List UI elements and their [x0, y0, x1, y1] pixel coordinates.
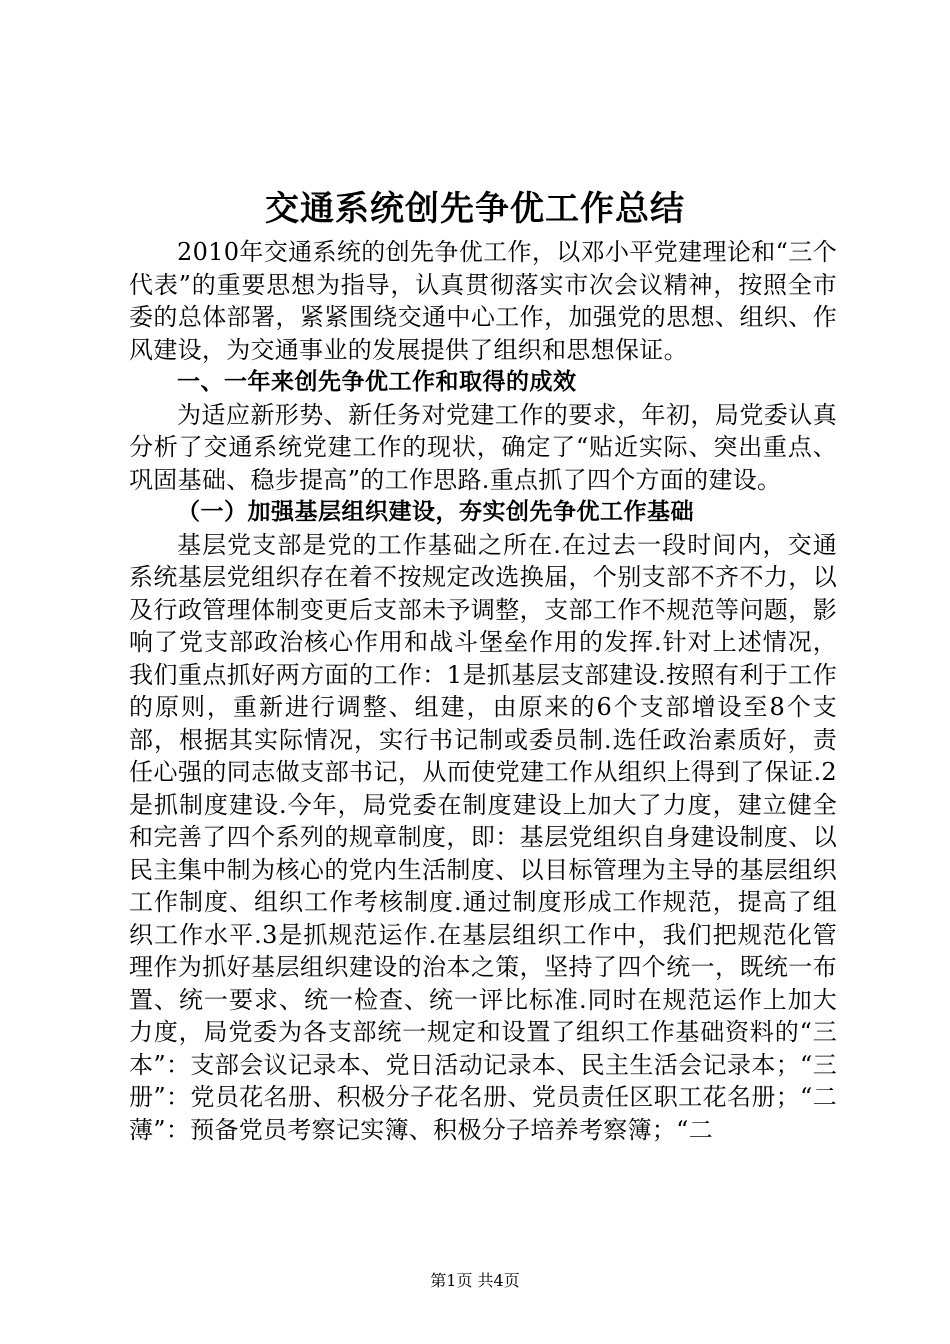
intro-paragraph: 2010年交通系统的创先争优工作，以邓小平党建理论和“三个代表”的重要思想为指导，认真贯彻落实市次会议精神，按照全市委的总体部署，紧紧围绕交通中心工作，加强党的思想、组织、作风建设，为交通事业的发展提供了组织和思想保证。 [129, 238, 837, 364]
document-body [129, 236, 837, 1146]
subsection-heading-1: （一）加强基层组织建设，夯实创先争优工作基础 [177, 499, 694, 525]
section-1-paragraph: 为适应新形势、新任务对党建工作的要求，年初，局党委认真分析了交通系统党建工作的现状，确定了“贴近实际、突出重点、巩固基础、稳步提高”的工作思路.重点抓了四个方面的建设。 [129, 400, 837, 494]
section-heading-1: 一、一年来创先争优工作和取得的成效 [177, 369, 577, 395]
page-footer: 第1页 共4页 [430, 1271, 520, 1290]
document-title: 交通系统创先争优工作总结 [265, 189, 685, 229]
subsection-1-paragraph: 基层党支部是党的工作基础之所在.在过去一段时间内，交通系统基层党组织存在着不按规定改选换届，个别支部不齐不力，以及行政管理体制变更后支部未予调整，支部工作不规范等问题，影响了党支部政治核心作用和战斗堡垒作用的发挥.针对上述情况，我们重点抓好两方面的工作：1是抓基层支部建设.按照有利于工作的原则，重新进行调整、组建，由原来的6个支部增设至8个支部，根据其实际情况，实行书记制或委员制.选任政治素质好，责任心强的同志做支部书记，从而使党建工作从组织上得到了保证.2是抓制度建设.今年，局党委在制度建设上加大了力度，建立健全和完善了四个系列的规章制度，即：基层党组织自身建设制度、以民主集中制为核心的党内生活制度、以目标管理为主导的基层组织工作制度、组织工作考核制度.通过制度形成工作规范，提高了组织工作水平.3是抓规范运作.在基层组织工作中，我们把规范化管理作为抓好基层组织建设的治本之策，坚持了四个统一，既统一布置、统一要求、统一检查、统一评比标准.同时在规范运作上加大力度，局党委为各支部统一规定和设置了组织工作基础资料的“三本”：支部会议记录本、党日活动记录本、民主生活会记录本；“三册”：党员花名册、积极分子花名册、党员责任区职工花名册；“二薄”：预备党员考察记实簿、积极分子培养考察簿；“二 [129, 530, 837, 1144]
